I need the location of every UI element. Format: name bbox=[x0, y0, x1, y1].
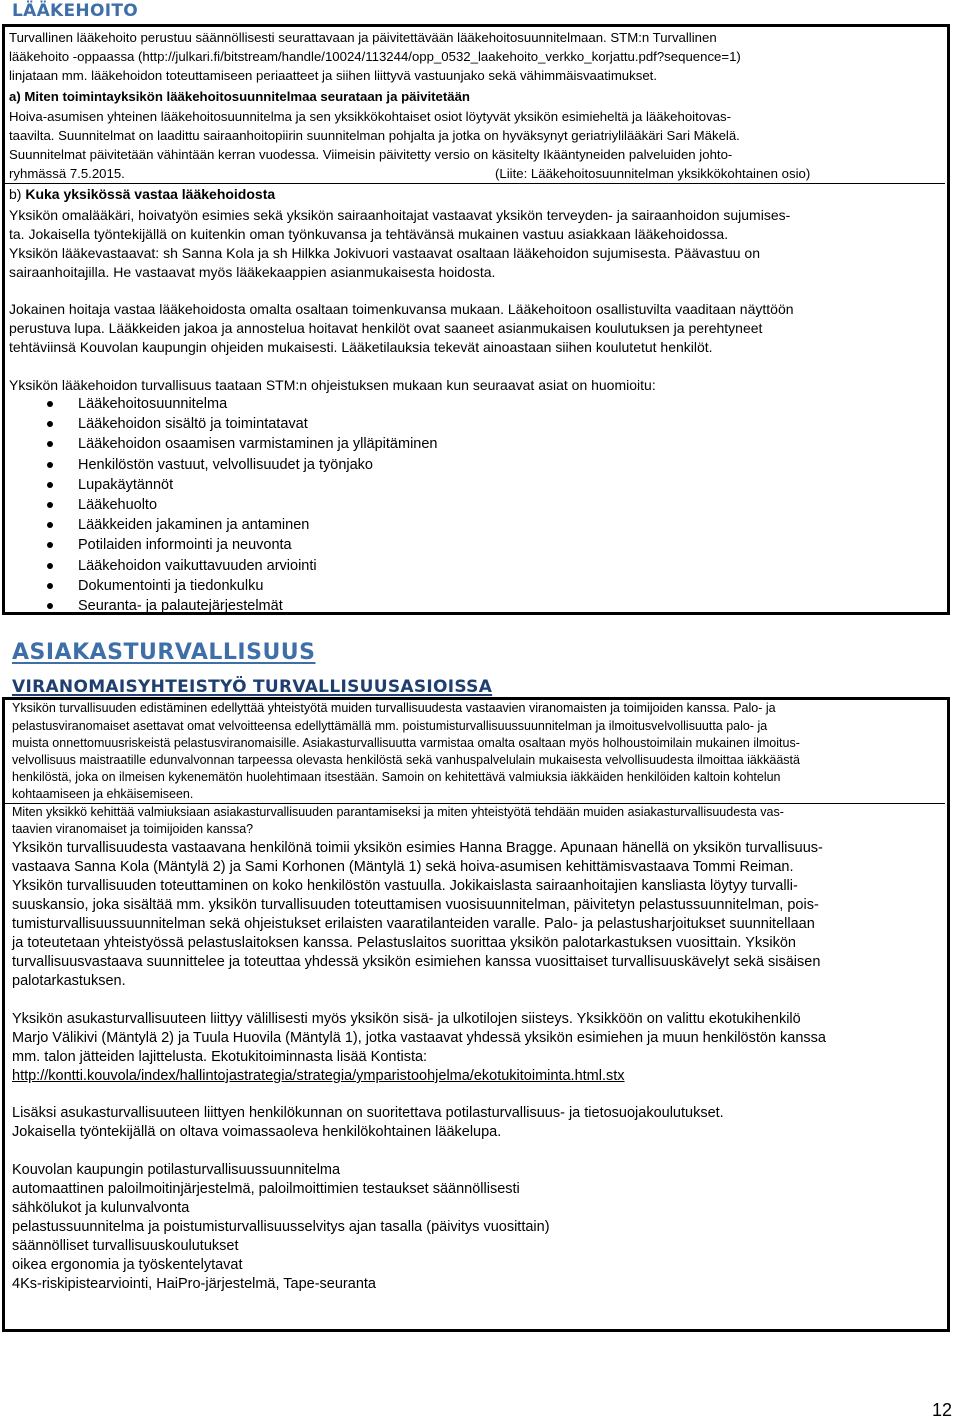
bullet-item: Lääkehoitosuunnitelma bbox=[78, 396, 228, 412]
answer1-line: palotarkastuksen. bbox=[12, 973, 126, 989]
bullet-item: Lääkehuolto bbox=[78, 497, 158, 513]
answer1-line: ja toteutetaan yhteistyössä pelastuslaitoksen kanssa. Pelastuslaitos suorittaa yksikön palotarkastuksen vuosittain. Yksikön bbox=[12, 935, 796, 951]
small-para-line: Yksikön turvallisuuden edistäminen edellyttää yhteistyötä muiden turvallisuudesta vastaavien viranomaisten ja toimijoiden kanssa. Palo- ja bbox=[12, 701, 776, 715]
bullet-item: Lääkehoidon osaamisen varmistaminen ja ylläpitäminen bbox=[78, 436, 438, 453]
bullet-item: Dokumentointi ja tiedonkulku bbox=[78, 577, 264, 594]
bullet-dot bbox=[47, 603, 53, 609]
question-a: a) Miten toimintayksikön lääkehoitosuunnitelmaa seurataan ja päivitetään bbox=[9, 89, 470, 104]
bullet-item: Seuranta- ja palautejärjestelmät bbox=[78, 598, 283, 614]
answer3-line: Lisäksi asukasturvallisuuteen liittyen henkilökunnan on suoritettava potilasturvallisuus- ja tietosuojakoulutukset. bbox=[12, 1105, 724, 1121]
answer-a-line: Suunnitelmat päivitetään vähintään kerran vuodessa. Viimeisin päivitetty versio on käsitelty Ikääntyneiden palveluiden johto- bbox=[9, 147, 733, 162]
answer3-line: Jokaisella työntekijällä on oltava voimassaoleva henkilökohtainen lääkelupa. bbox=[12, 1124, 502, 1140]
para2-line: perustuva lupa. Lääkkeiden jakoa ja annostelua hoitavat henkilöt ovat saaneet asianmukaisen koulutuksen ja perehtyneet bbox=[9, 320, 763, 336]
question-b bbox=[9, 184, 275, 204]
question-b-prefix: b) bbox=[9, 186, 26, 202]
list-line: 4Ks-riskipistearviointi, HaiPro-järjestelmä, Tape-seuranta bbox=[12, 1276, 376, 1292]
para2-line: tehtäviinsä Kouvolan kaupungin ohjeiden mukaisesti. Lääketilauksia tekevät ainoastaan siihen koulutetut henkilöt. bbox=[9, 339, 713, 355]
bullet-dot bbox=[47, 583, 53, 589]
list-line: säännölliset turvallisuuskoulutukset bbox=[12, 1238, 239, 1254]
ekotuki-link[interactable]: http://kontti.kouvola/index/hallintojastrategia/strategia/ymparistoohjelma/ekotukitoiminta.html.stx bbox=[12, 1068, 625, 1084]
answer2-line: Marjo Välikivi (Mäntylä 2) ja Tuula Huovila (Mäntylä 1), jotka vastaavat yhdessä yksikön esimiehen ja muun henkilöstön kanssa bbox=[12, 1030, 826, 1046]
small-para-line: velvollisuus maistraatille edunvalvonnan tarpeessa olevasta henkilöstä sekä vanhuspalvelulain mukaisesta velvollisuudesta ilmoittaa iäkkäästä bbox=[12, 753, 800, 767]
para3: Yksikön lääkehoidon turvallisuus taataan STM:n ohjeistuksen mukaan kun seuraavat asiat on huomioitu: bbox=[9, 377, 656, 393]
answer-b-line: Yksikön lääkevastaavat: sh Sanna Kola ja sh Hilkka Jokivuori vastaavat osaltaan lääkehoidon sujumisesta. Päävastuu on bbox=[9, 245, 760, 261]
bullet-item: Potilaiden informointi ja neuvonta bbox=[78, 537, 292, 554]
small-question-line: taavien viranomaiset ja toimijoiden kanssa? bbox=[12, 822, 254, 836]
answer-b-line: sairaanhoitajilla. He vastaavat myös lääkekaappien asianmukaisesta hoidosta. bbox=[9, 264, 496, 280]
answer1-line: turvallisuusvastaava suunnittelee ja toteuttaa yhdessä yksikön esimiehen kanssa vuosittaiset turvallisuuskävelyt sekä sisäisen bbox=[12, 954, 821, 970]
bullet-dot bbox=[47, 462, 53, 468]
answer-b-line: ta. Jokaisella työntekijällä on kuitenkin oman työnkuvansa ja tehtävänsä mukainen vastuu asiakkaan lääkehoidossa. bbox=[9, 226, 729, 242]
question-b-text: Kuka yksikössä vastaa lääkehoidosta bbox=[25, 186, 276, 202]
small-question-line: Miten yksikkö kehittää valmiuksiaan asiakasturvallisuuden parantamiseksi ja miten yhteistyötä tehdään muiden asiakasturvallisuudesta vas- bbox=[12, 805, 784, 819]
bullet-dot bbox=[47, 401, 53, 407]
intro-line: lääkehoito -oppaassa (http://julkari.fi/bitstream/handle/10024/113244/opp_0532_laakehoito_verkko_korjattu.pdf?sequence=1) bbox=[9, 49, 741, 64]
bullet-item: Lupakäytännöt bbox=[78, 476, 174, 493]
list-line: pelastussuunnitelma ja poistumisturvallisuusselvitys ajan tasalla (päivitys vuosittain) bbox=[12, 1219, 550, 1235]
small-para-line: henkilöstä, joka on ilmeisen kykenemätön huolehtimaan itsestään. Samoin on kehitettävä valmiuksia iäkkäiden henkilöiden kaltoin kohtelun bbox=[12, 770, 781, 784]
list-line: oikea ergonomia ja työskentelytavat bbox=[12, 1257, 243, 1273]
subheading-viranomaisyhteistyo: VIRANOMAISYHTEISTYÖ TURVALLISUUSASIOISSA bbox=[12, 677, 493, 697]
page-number: 12 bbox=[931, 1400, 952, 1420]
section-heading-asiakasturvallisuus: ASIAKASTURVALLISUUS bbox=[12, 640, 316, 665]
answer-a-line: taavilta. Suunnitelmat on laadittu sairaanhoitopiirin suunnitelman pohjalta ja jotka on hyväksynyt geriatriylilääkäri Sari Mäkelä. bbox=[9, 128, 740, 143]
bullet-dot bbox=[47, 482, 53, 488]
para2-line: Jokainen hoitaja vastaa lääkehoidosta omalta osaltaan toimenkuvansa mukaan. Lääkehoitoon osallistuvilta vaaditaan näyttöön bbox=[9, 301, 794, 317]
bullet-item: Lääkehoidon vaikuttavuuden arviointi bbox=[78, 557, 317, 574]
intro-line: linjataan mm. lääkehoidon toteuttamiseen periaatteet ja siihen liittyvä vastuunjako sekä vähimmäisvaatimukset. bbox=[9, 68, 657, 83]
answer2-line: Yksikön asukasturvallisuuteen liittyy välillisesti myös yksikön sisä- ja ulkotilojen siisteys. Yksikköön on valittu ekotukihenkilö bbox=[12, 1011, 801, 1027]
bullet-item: Lääkehoidon sisältö ja toimintatavat bbox=[78, 416, 308, 433]
answer2-line: mm. talon jätteiden lajittelusta. Ekotukitoiminnasta lisää Kontista: bbox=[12, 1049, 428, 1065]
answer1-line: vastaava Sanna Kola (Mäntylä 2) ja Sami Korhonen (Mäntylä 1) sekä hoiva-asumisen kehittämisvastaava Tommi Reiman. bbox=[12, 859, 794, 875]
section-heading-laakehoito: LÄÄKEHOITO bbox=[12, 1, 138, 21]
list-line: automaattinen paloilmoitinjärjestelmä, paloilmoittimien testaukset säännöllisesti bbox=[12, 1181, 520, 1197]
answer1-line: suuskansio, joka sisältää mm. yksikön turvallisuuden toteuttamisen vuosisuunnitelman, päivitetyn pelastussuunnitelman, pois- bbox=[12, 897, 819, 913]
answer-a-line: ryhmässä 7.5.2015. bbox=[9, 166, 125, 181]
answer-a-line: Hoiva-asumisen yhteinen lääkehoitosuunnitelma ja sen yksikkökohtaiset osiot löytyvät yksikön esimieheltä ja lääkehoitovas- bbox=[9, 109, 732, 124]
small-para-line: kohtaamiseen ja ehkäisemiseen. bbox=[12, 787, 194, 801]
list-line: sähkölukot ja kulunvalvonta bbox=[12, 1200, 190, 1216]
answer1-line: tumisturvallisuussuunnitelman sekä ohjeistukset erilaisten vaaratilanteiden varalle. Palo- ja pelastusharjoitukset suunnitellaan bbox=[12, 916, 815, 932]
bullet-dot bbox=[47, 502, 53, 508]
bullet-item: Lääkkeiden jakaminen ja antaminen bbox=[78, 517, 310, 534]
answer1-line: Yksikön turvallisuuden toteuttaminen on koko henkilöstön vastuulla. Jokikaislasta sairaanhoitajien kansliasta löytyy turvalli- bbox=[12, 878, 798, 894]
bullet-item: Henkilöstön vastuut, velvollisuudet ja työnjako bbox=[78, 456, 373, 473]
attachment-note: (Liite: Lääkehoitosuunnitelman yksikkökohtainen osio) bbox=[495, 166, 811, 181]
bullet-dot bbox=[47, 563, 53, 569]
intro-line: Turvallinen lääkehoito perustuu säännöllisesti seurattavaan ja päivitettävään lääkehoitosuunnitelmaan. STM:n Turvallinen bbox=[9, 30, 717, 45]
small-para-line: pelastusviranomaiset asettavat omat velvoitteensa edellyttämällä mm. poistumisturvallisuussuunnitelman ja ilmoitusvelvollisuutta palo- ja bbox=[12, 719, 768, 733]
small-para-line: muista onnettomuusriskeistä pelastusviranomaisille. Asiakasturvallisuutta varmistaa omalta osaltaan myös holhoustoimilain mukainen ilmoitus- bbox=[12, 736, 800, 750]
list-line: Kouvolan kaupungin potilasturvallisuussuunnitelma bbox=[12, 1162, 341, 1178]
answer-b-line: Yksikön omalääkäri, hoivatyön esimies sekä yksikön sairaanhoitajat vastaavat yksikön terveyden- ja sairaanhoidon sujumises- bbox=[9, 207, 791, 223]
answer1-line: Yksikön turvallisuudesta vastaavana henkilönä toimii yksikön esimies Hanna Bragge. Apunaan hänellä on yksikön turvallisuus- bbox=[12, 840, 823, 856]
